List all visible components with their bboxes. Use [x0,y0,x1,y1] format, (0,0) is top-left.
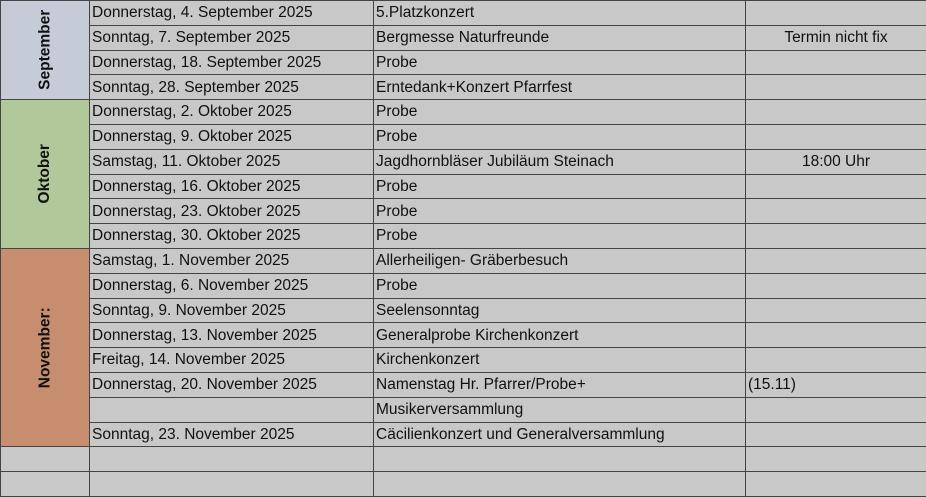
event-cell: Kirchenkonzert [374,348,746,373]
event-cell: Probe [374,174,746,199]
note-cell [746,50,926,75]
empty-cell [374,472,746,497]
event-cell: Generalprobe Kirchenkonzert [374,323,746,348]
event-cell: Musikerversammlung [374,397,746,422]
table-row [1,25,926,50]
note-cell [746,100,926,125]
date-cell: Donnerstag, 13. November 2025 [90,323,374,348]
event-cell: Probe [374,100,746,125]
event-cell: Allerheiligen- Gräberbesuch [374,248,746,273]
note-cell [746,397,926,422]
date-cell: Donnerstag, 4. September 2025 [90,1,374,26]
note-cell [746,298,926,323]
empty-cell [746,472,926,497]
month-cell-september [1,1,90,100]
note-cell [746,273,926,298]
event-cell: Probe [374,199,746,224]
table-row [1,224,926,249]
event-cell: Namenstag Hr. Pfarrer/Probe+ [374,372,746,397]
month-label: September [36,10,54,91]
date-cell: Donnerstag, 9. Oktober 2025 [90,124,374,149]
table-row [1,124,926,149]
empty-cell [1,447,90,472]
table-row [1,174,926,199]
empty-row [1,447,926,472]
event-cell: 5.Platzkonzert [374,1,746,26]
table-row [1,100,926,125]
note-cell [746,124,926,149]
table-row [1,1,926,26]
date-cell: Samstag, 1. November 2025 [90,248,374,273]
empty-cell [374,447,746,472]
event-cell: Jagdhornbläser Jubiläum Steinach [374,149,746,174]
table-row [1,50,926,75]
table-row [1,75,926,100]
table-row [1,422,926,447]
note-cell [746,75,926,100]
event-cell: Probe [374,124,746,149]
table-row [1,348,926,373]
date-cell: Donnerstag, 20. November 2025 [90,372,374,397]
event-cell: Probe [374,273,746,298]
table-row [1,397,926,422]
table-row [1,323,926,348]
month-cell-oktober [1,100,90,249]
empty-cell [746,447,926,472]
table-row [1,273,926,298]
event-cell: Probe [374,50,746,75]
date-cell: Donnerstag, 6. November 2025 [90,273,374,298]
date-cell: Sonntag, 9. November 2025 [90,298,374,323]
date-cell: Donnerstag, 2. Oktober 2025 [90,100,374,125]
empty-cell [1,472,90,497]
note-cell: 18:00 Uhr [746,149,926,174]
empty-cell [90,447,374,472]
note-cell [746,199,926,224]
table-row [1,149,926,174]
date-cell: Sonntag, 28. September 2025 [90,75,374,100]
table-row [1,248,926,273]
date-cell: Donnerstag, 16. Oktober 2025 [90,174,374,199]
month-label: Oktober [36,144,54,204]
table-row [1,372,926,397]
date-cell [90,397,374,422]
empty-cell [90,472,374,497]
note-cell: Termin nicht fix [746,25,926,50]
month-cell-november [1,248,90,446]
event-cell: Bergmesse Naturfreunde [374,25,746,50]
date-cell: Donnerstag, 30. Oktober 2025 [90,224,374,249]
table-row [1,298,926,323]
schedule-body [1,1,926,497]
date-cell: Samstag, 11. Oktober 2025 [90,149,374,174]
event-cell: Cäcilienkonzert und Generalversammlung [374,422,746,447]
note-cell [746,224,926,249]
note-cell [746,174,926,199]
event-cell: Erntedank+Konzert Pfarrfest [374,75,746,100]
note-cell [746,323,926,348]
event-cell: Probe [374,224,746,249]
month-label: November: [36,307,54,389]
empty-row [1,472,926,497]
date-cell: Donnerstag, 18. September 2025 [90,50,374,75]
note-cell: (15.11) [746,372,926,397]
note-cell [746,422,926,447]
date-cell: Freitag, 14. November 2025 [90,348,374,373]
note-cell [746,248,926,273]
note-cell [746,348,926,373]
table-row [1,199,926,224]
event-cell: Seelensonntag [374,298,746,323]
date-cell: Donnerstag, 23. Oktober 2025 [90,199,374,224]
date-cell: Sonntag, 23. November 2025 [90,422,374,447]
date-cell: Sonntag, 7. September 2025 [90,25,374,50]
note-cell [746,1,926,26]
